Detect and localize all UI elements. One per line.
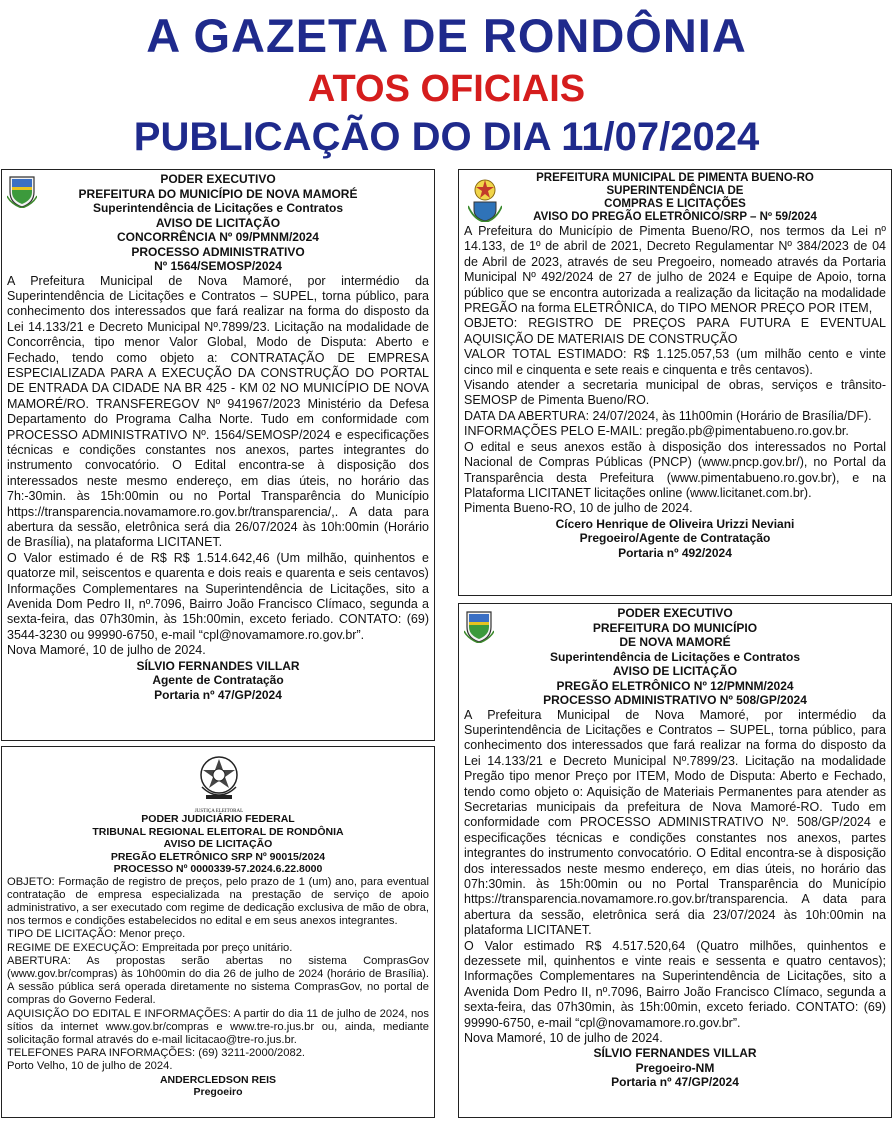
signer-name: SÍLVIO FERNANDES VILLAR	[136, 658, 300, 673]
body-paragraph: O Valor estimado é de R$ R$ 1.514.642,46 (Um milhão, quinhentos e quatorze mil, seiscentos e quarenta e dois reais e quarenta e seis centavos)	[7, 550, 429, 581]
header-line: Superintendência de Licitações e Contratos	[549, 649, 801, 664]
header-line: PREGÃO ELETRÔNICO SRP Nº 90015/2024	[110, 850, 326, 863]
body-paragraph: AQUISIÇÃO DO EDITAL E INFORMAÇÕES: A partir do dia 11 de julho de 2024, nos sítios da internet www.gov.br/compras e www.tre-ro.jus.br ou, ainda, mediante solicitação formal através do e-mail licitacao@tre-ro.jus.br.	[7, 1007, 429, 1046]
header-line: PREFEITURA MUNICIPAL DE PIMENTA BUENO-RO	[536, 172, 814, 184]
header-line: TRIBUNAL REGIONAL ELEITORAL DE RONDÔNIA	[92, 825, 344, 838]
newspaper-title: A GAZETA DE RONDÔNIA	[146, 9, 747, 62]
body-paragraph: REGIME DE EXECUÇÃO: Empreitada por preço unitário.	[7, 941, 293, 954]
header-line: Nº 1564/SEMOSP/2024	[154, 259, 282, 273]
header-line: Superintendência de Licitações e Contratos	[92, 201, 344, 215]
header-line: AVISO DE LICITAÇÃO	[163, 838, 273, 850]
body-paragraph: Porto Velho, 10 de julho de 2024.	[7, 1060, 173, 1073]
header-line: AVISO DE LICITAÇÃO	[155, 215, 281, 230]
body-paragraph: OBJETO: Formação de registro de preços, pelo prazo de 1 (um) ano, para eventual contratação de empresa especializada na prestação de serviço de apoio administrativo, a ser executado com regime de dedicação exclusiva de mão de obra, nos termos e condições estabelecidos no edital e em seus anexos integrantes.	[7, 875, 429, 928]
signature-block	[464, 1046, 886, 1090]
publication-date: PUBLICAÇÃO DO DIA 11/07/2024	[133, 115, 760, 159]
signer-role: Pregoeiro-NM	[635, 1060, 715, 1075]
header-line: PODER EXECUTIVO	[617, 606, 733, 620]
notice-tre-ro-pregao	[1, 746, 435, 1118]
signature-block	[7, 1074, 429, 1099]
header-line: PROCESSO ADMINISTRATIVO Nº 508/GP/2024	[543, 693, 807, 707]
body-paragraph: Visando atender a secretaria municipal de obras, serviços e trânsito-SEMOSP de Pimenta Bueno/RO.	[464, 378, 886, 408]
header-line: DE NOVA MAMORÉ	[619, 635, 731, 649]
header-line: PREGÃO ELETRÔNICO Nº 12/PMNM/2024	[556, 678, 794, 693]
notice-body	[7, 876, 429, 1074]
notice-header	[464, 606, 886, 708]
signer-ordinance: Portaria nº 47/GP/2024	[154, 687, 282, 702]
notice-header	[464, 172, 886, 224]
body-paragraph: INFORMAÇÕES PELO E-MAIL: pregão.pb@pimentabueno.ro.gov.br.	[464, 424, 849, 439]
notice-nova-mamore-concorrencia	[1, 169, 435, 741]
header-line: SUPERINTENDÊNCIA DE	[606, 185, 744, 197]
seal-caption: JUSTIÇA ELEITORAL	[194, 809, 244, 814]
signer-role: Pregoeiro/Agente de Contratação	[579, 531, 771, 546]
signature-block	[464, 517, 886, 561]
masthead	[0, 0, 893, 165]
notice-body	[464, 224, 886, 517]
body-paragraph: Pimenta Bueno-RO, 10 de julho de 2024.	[464, 501, 693, 516]
body-paragraph: TELEFONES PARA INFORMAÇÕES: (69) 3211-2000/2082.	[7, 1047, 306, 1060]
header-line: AVISO DE LICITAÇÃO	[612, 664, 738, 678]
body-paragraph: Nova Mamoré, 10 de julho de 2024.	[464, 1031, 663, 1046]
section-title: ATOS OFICIAIS	[307, 68, 586, 110]
notice-header	[7, 172, 429, 274]
body-paragraph: A Prefeitura do Município de Pimenta Bueno/RO, nos termos da Lei nº 14.133, de 1º de abril de 2021, Decreto Regulamentar Nº 384/2023 de 04 de Abril de 2023, através de seu Pregoeiro, nomeado através da Portaria Municipal Nº 492/2024 de 27 de julho de 2024 e Equipe de Apoio, torna público que se encontra autorizada a realização da licitação na modalidade PREGÃO na forma ELETRÔNICA, do TIPO MENOR PREÇO POR ITEM,	[464, 224, 886, 316]
signer-role: Pregoeiro	[193, 1086, 243, 1099]
notice-header	[7, 813, 429, 876]
signature-block	[7, 659, 429, 703]
body-paragraph: Informações Complementares na Superintendência de Licitações, sito a Avenida Dom Pedro II, nº.7096, Bairro João Francisco Clímaco, segunda a sexta-feira, das 07h30min, às 15h:00min, exceto feriado. CONTATO: (69) 3544-3230 ou 99990-6750, e-mail “cpl@novamamore.ro.gov.br”.	[7, 581, 429, 642]
signer-name: Cícero Henrique de Oliveira Urizzi Neviani	[555, 516, 795, 531]
header-line: PROCESSO ADMINISTRATIVO	[131, 244, 305, 259]
header-line: AVISO DO PREGÃO ELETRÔNICO/SRP – Nº 59/2024	[533, 211, 817, 223]
notice-body	[7, 274, 429, 659]
header-line: PODER EXECUTIVO	[160, 172, 276, 186]
header-line: COMPRAS E LICITAÇÕES	[604, 198, 746, 210]
signer-role: Agente de Contratação	[152, 673, 284, 688]
signer-ordinance: Portaria nº 492/2024	[618, 545, 732, 560]
body-paragraph: O edital e seus anexos estão à disposição dos interessados no Portal Nacional de Compras Públicas (PNCP) (www.pncp.gov.br/), no Portal da Transparência desta Prefeitura (www.pimentabueno.ro.gov.br), e na Plataforma LICITANET licitações online (www.licitanet.com.br).	[464, 439, 886, 500]
body-paragraph: VALOR TOTAL ESTIMADO: R$ 1.125.057,53 (um milhão cento e vinte cinco mil e cinquenta e sete reais e cinquenta e três centavos).	[464, 347, 886, 377]
body-paragraph: TIPO DE LICITAÇÃO: Menor preço.	[7, 928, 186, 941]
signer-name: ANDERCLEDSON REIS	[159, 1073, 277, 1086]
body-paragraph: Nova Mamoré, 10 de julho de 2024.	[7, 643, 206, 658]
notice-body	[464, 708, 886, 1047]
body-paragraph: ABERTURA: As propostas serão abertas no sistema ComprasGov (www.gov.br/compras) às 10h00min do dia 26 de julho de 2024 (horário de Brasília). A sessão pública será operada diretamente no sistema ComprasGov, no portal de compras do Governo Federal.	[7, 954, 429, 1007]
notice-pimenta-bueno-pregao	[458, 169, 892, 596]
header-line: PODER JUDICIÁRIO FEDERAL	[141, 813, 295, 825]
signer-name: SÍLVIO FERNANDES VILLAR	[593, 1046, 757, 1061]
notice-nova-mamore-pregao	[458, 603, 892, 1118]
body-paragraph: A Prefeitura Municipal de Nova Mamoré, por intermédio da Superintendência de Licitações e Contratos – SUPEL, torna público, para conhecimento dos interessados que fará realizar na forma do disposto da Lei 14.133/21 e Decreto Municipal Nº.7899/23. Licitação na modalidade Pregão tipo menor Preço por ITEM, Modo de Disputa: Aberto e Fechado, tendo como objeto o: Aquisição de Materiais Permanentes para atender as Secretarias municipais da prefeitura de Nova Mamoré-RO. Tudo em conformidade com PROCESSO ADMINISTRATIVO Nº. 508/GP/2024 e especificações técnicas e condições constantes nos anexos, partes integrantes do instrumento convocatório. O Edital encontra-se à disposição dos interessados neste mesmo endereço, em dias úteis, no horário das 07h:30min. às 15h:00min ou no Portal Transparência do Município https://transparencia.novamamore.ro.gov.br/transparencia. A data para abertura da sessão, eletrônica será dia 23/07/2024 às 10h:00min na plataforma LICITANET.	[464, 707, 886, 938]
header-line: PREFEITURA DO MUNICÍPIO DE NOVA MAMORÉ	[78, 186, 358, 201]
header-line: PROCESSO Nº 0000339-57.2024.6.22.8000	[113, 863, 323, 875]
body-paragraph: DATA DA ABERTURA: 24/07/2024, às 11h00min (Horário de Brasília/DF).	[464, 408, 872, 423]
body-paragraph: OBJETO: REGISTRO DE PREÇOS PARA FUTURA E EVENTUAL AQUISIÇÃO DE MATERIAIS DE CONSTRUÇÃO	[464, 316, 886, 346]
signer-ordinance: Portaria nº 47/GP/2024	[611, 1075, 739, 1090]
body-paragraph: A Prefeitura Municipal de Nova Mamoré, por intermédio da Superintendência de Licitações e Contratos – SUPEL, torna público, para conhecimento dos interessados que fará realizar na forma do disposto da Lei 14.133/21 e Decreto Municipal Nº.7899/23. Licitação na modalidade de Concorrência, tipo menor Valor Global, Modo de Disputa: Aberto e Fechado, tendo como objeto a: CONTRATAÇÃO DE EMPRESA ESPECIALIZADA PARA A EXECUÇÃO DA CONSTRUÇÃO DO PORTAL DE ENTRADA DA CIDADE NA BR 425 - KM 02 NO MUNICÍPIO DE NOVA MAMORÉ/RO. TRANSFEREGOV Nº 941967/2023 Ministério da Defesa Departamento do Programa Calha Norte. Tudo em conformidade com PROCESSO ADMINISTRATIVO Nº. 1564/SEMOSP/2024 e especificações técnicas e condições constantes nos anexos, partes integrantes do instrumento convocatório. O Edital encontra-se à disposição dos interessados neste mesmo endereço, em dias úteis, no horário das 7h:-30min. às 15h:00min ou no Portal Transparência do Município https://transparencia.novamamore.ro.gov.br/transparencia/,. A data para abertura da sessão, eletrônica será dia 26/07/2024 às 10h:00min (Horário de Brasília), na plataforma LICITANET.	[7, 273, 429, 550]
header-line: CONCORRÊNCIA Nº 09/PMNM/2024	[117, 230, 319, 244]
national-seal-icon	[196, 753, 242, 809]
header-line: PREFEITURA DO MUNICÍPIO	[592, 620, 758, 635]
body-paragraph: O Valor estimado R$ 4.517.520,64 (Quatro milhões, quinhentos e dezessete mil, quinhentos e vinte reais e sessenta e quatro centavos); Informações Complementares na Superintendência de Licitações, sito a Avenida Dom Pedro II, nº.7096, Bairro João Francisco Clímaco, segunda a sexta-feira, das 07h30min, às 15h:00min, exceto feriado. CONTATO: (69) 99990-6750, e-mail “cpl@novamamore.ro.gov.br”.	[464, 938, 886, 1030]
